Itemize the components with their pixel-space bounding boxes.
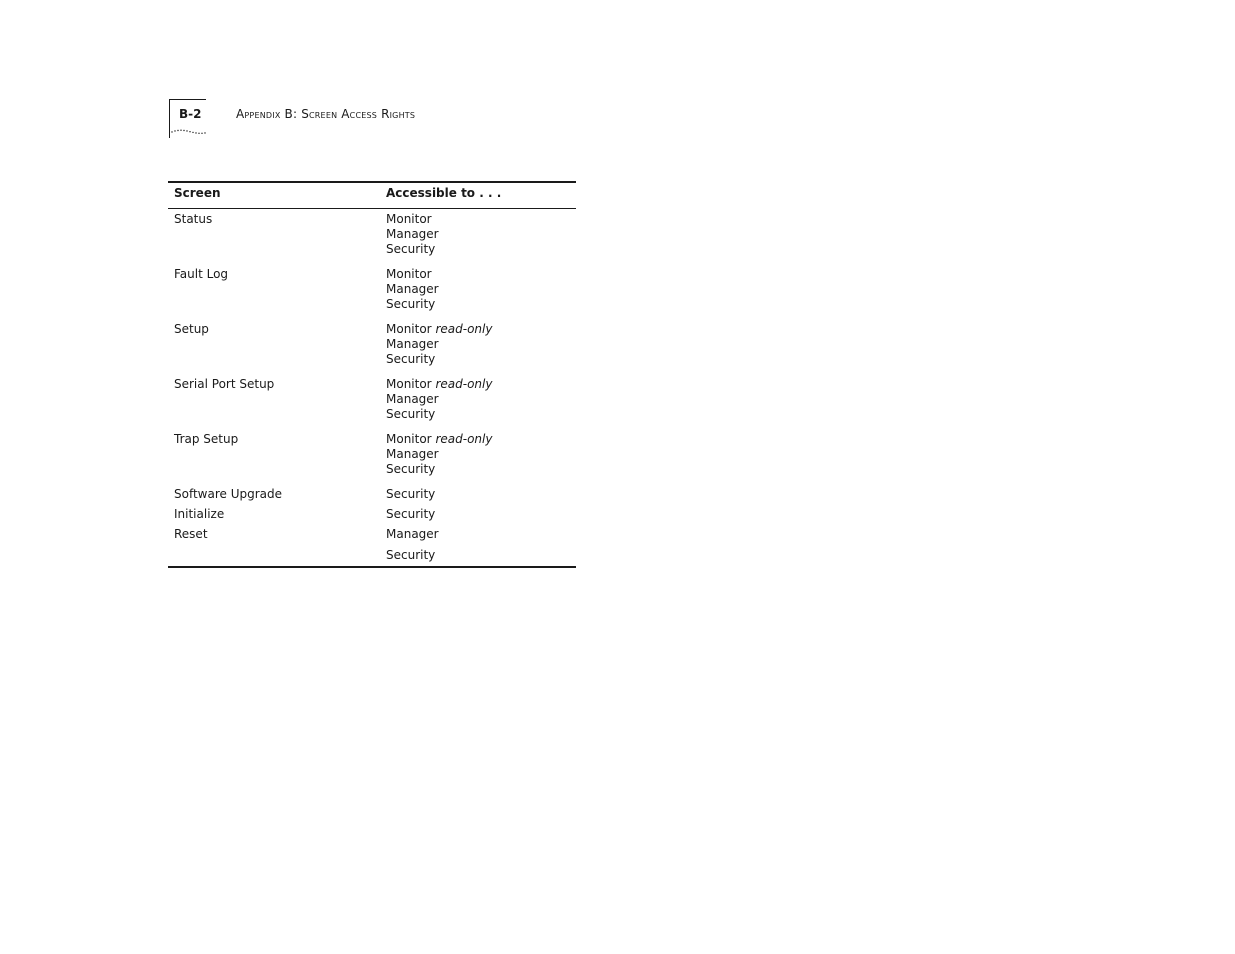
access-list <box>380 525 576 567</box>
screen-name: Reset <box>168 525 380 567</box>
access-list <box>380 265 576 320</box>
access-role: Security <box>386 297 436 311</box>
access-role: Security <box>386 507 436 521</box>
access-list <box>380 375 576 430</box>
screen-name: Trap Setup <box>174 432 239 446</box>
access-qualifier: read-only <box>435 377 493 391</box>
table-row <box>168 265 576 320</box>
access-role: Manager <box>386 227 439 241</box>
access-list <box>380 430 576 485</box>
table-header-row <box>168 182 576 209</box>
access-role: Manager <box>386 447 439 461</box>
access-list <box>380 485 576 505</box>
access-role: Manager <box>386 282 439 296</box>
access-list <box>380 320 576 375</box>
screen-name: Initialize <box>174 507 225 521</box>
access-role: Manager <box>386 337 439 351</box>
access-list <box>380 505 576 525</box>
access-role: Monitor <box>386 322 432 336</box>
page-number: B-2 <box>179 107 202 121</box>
access-role: Manager <box>386 527 439 541</box>
dotted-arc-icon <box>171 129 207 135</box>
access-role: Monitor <box>386 432 432 446</box>
access-role: Monitor <box>386 267 432 281</box>
column-header-screen: Screen <box>168 182 380 209</box>
screen-access-table <box>168 181 576 568</box>
access-role: Security <box>386 462 436 476</box>
screen-name: Status <box>174 212 213 226</box>
access-role: Security <box>386 242 436 256</box>
table-row <box>168 525 576 567</box>
access-role: Security <box>386 407 436 421</box>
access-role: Monitor <box>386 212 432 226</box>
screen-name: Software Upgrade <box>174 487 283 501</box>
running-head: Appendix B: Screen Access Rights <box>236 107 416 121</box>
table-row <box>168 505 576 525</box>
column-header-accessible-to: Accessible to . . . <box>380 182 576 209</box>
access-list <box>380 209 576 266</box>
page-tab-top-rule <box>169 99 206 100</box>
access-entry <box>386 432 576 447</box>
table-header <box>168 182 576 209</box>
access-role: Security <box>386 548 436 562</box>
access-role: Manager <box>386 392 439 406</box>
screen-name: Fault Log <box>174 267 229 281</box>
access-role: Monitor <box>386 377 432 391</box>
access-entry <box>386 377 576 392</box>
table-row <box>168 209 576 266</box>
screen-name: Setup <box>174 322 209 336</box>
table-row <box>168 485 576 505</box>
page-tab-left-rule <box>169 99 170 138</box>
access-qualifier: read-only <box>435 432 493 446</box>
table-row <box>168 320 576 375</box>
screen-name: Serial Port Setup <box>174 377 275 391</box>
access-entry <box>386 322 576 337</box>
table-row <box>168 430 576 485</box>
table-row <box>168 375 576 430</box>
access-role: Security <box>386 352 436 366</box>
access-qualifier: read-only <box>435 322 493 336</box>
access-role: Security <box>386 487 436 501</box>
table-body <box>168 209 576 568</box>
